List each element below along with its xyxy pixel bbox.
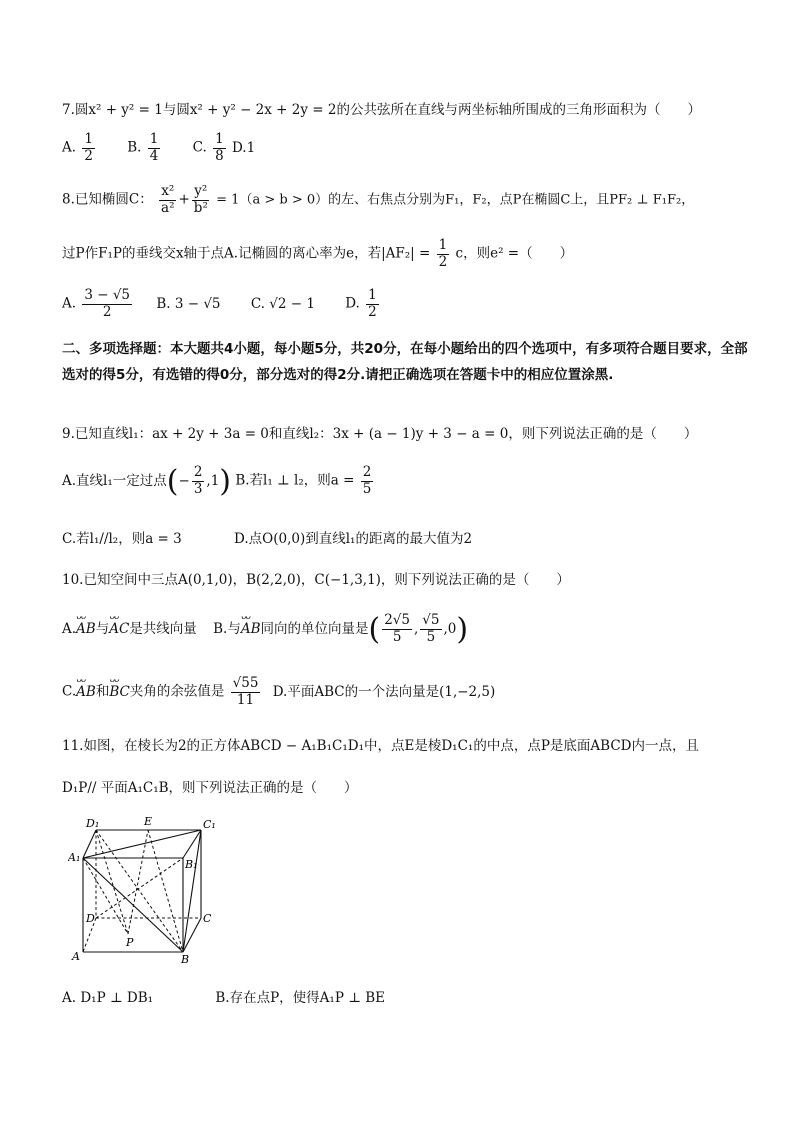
q8-x-num: x²: [161, 183, 175, 199]
q10-option-c: [62, 676, 262, 708]
q8-a-num: 3 − √5: [84, 287, 131, 303]
label-d: D: [86, 912, 95, 925]
q7-option-c: [193, 132, 228, 164]
q9-stem: 9.已知直线l₁：ax + 2y + 3a = 0和直线l₂：3x + (a − 1)y + 3 − a = 0，则下列说法正确的是（ ）: [62, 426, 698, 442]
q8-stem-line2: [62, 238, 754, 270]
q9-a-num: 2: [193, 464, 203, 481]
q9-option-c: C.若l₁//l₂，则a = 3: [62, 531, 182, 547]
edge-c1-b1: [183, 830, 201, 858]
cube-solid-edges: [83, 830, 201, 952]
line-e-b: [148, 830, 183, 952]
q9-a-open-paren: (: [166, 464, 179, 499]
q8-x-fraction: [159, 184, 176, 216]
q7-a-fraction: [82, 132, 95, 164]
q8-option-a: [62, 288, 134, 320]
q7-c-label: C.: [192, 139, 207, 156]
q10-c-mid: 和: [95, 683, 110, 700]
q8-options: [62, 288, 754, 320]
section-multiple-choice-heading: 二、多项选择题：本大题共4小题，每小题5分，共20分，在每小题给出的四个选项中，有多项符合题目要求，全部选对的得5分，有选错的得0分，部分选对的得2分.请把正确选项在答题卡中的相应位置涂黑.: [62, 341, 748, 383]
q9-option-a: [62, 464, 231, 499]
q11-option-a: A. D₁P ⊥ DB₁: [62, 990, 154, 1006]
q9-a-close-paren: ): [219, 464, 232, 499]
q8-plus: +: [178, 191, 190, 208]
q8-option-d: [345, 288, 381, 320]
q7-b-label: B.: [127, 139, 142, 156]
q10-c-post: 夹角的余弦值是: [129, 683, 225, 700]
q8-d-fraction: [366, 288, 379, 320]
q7-b-fraction: [148, 132, 161, 164]
q10-b-post: 同向的单位向量是: [260, 621, 369, 637]
q10-a-mid: 与: [95, 621, 110, 637]
q7-c-den: 8: [215, 147, 224, 164]
q10-a-post: 是共线向量: [129, 621, 197, 637]
q7-b-den: 4: [149, 147, 159, 164]
q9-b-text: B.若l₁ ⊥ l₂，则a =: [235, 473, 355, 489]
q8-option-c: C. √2 − 1: [250, 295, 315, 312]
q8-half-den: 2: [438, 253, 448, 270]
q9-b-num: 2: [362, 464, 372, 481]
q7-option-a: [62, 132, 97, 164]
q8-a-fraction: [82, 288, 132, 320]
q10-option-a: [62, 617, 197, 637]
q7-c-fraction: [213, 132, 226, 164]
q8-stem-2a: 过P作F₁P的垂线交x轴于点A.记椭圆的离心率为e，若|AF₂| =: [62, 245, 431, 262]
q9-option-b: [235, 465, 375, 497]
diag-c1-b: [183, 830, 201, 952]
q7-option-b: [127, 132, 162, 164]
q8-half-num: 1: [438, 237, 448, 253]
label-a: A: [72, 950, 80, 963]
q8-y-den: b²: [193, 199, 208, 216]
q11-stem-line1: 11.如图，在棱长为2的正方体ABCD − A₁B₁C₁D₁中，点E是棱D₁C₁的中点，点P是底面ABCD内一点，且: [62, 738, 699, 754]
q10-b-pre: B.与: [213, 621, 241, 637]
q7-b-num: 1: [149, 131, 159, 147]
line-d-b1: [96, 858, 183, 918]
q8-a-label: A.: [62, 295, 77, 312]
q7-option-d: D.1: [231, 139, 256, 156]
q7-stem: 7.圆x² + y² = 1与圆x² + y² − 2x + 2y = 2的公共弦所在直线与两坐标轴所围成的三角形面积为（ ）: [62, 102, 701, 118]
q8-stem-2b: c，则e² =（ ）: [455, 245, 574, 262]
label-a1: A₁: [68, 851, 81, 864]
q11-option-b: B.存在点P，使得A₁P ⊥ BE: [215, 990, 385, 1006]
q10-c-vector-ab: ᴗᴗ AB: [76, 684, 96, 700]
q9-a-text: A.直线l₁一定过点: [62, 473, 167, 489]
q10-b-vector-ab: ᴗᴗ AB: [241, 621, 261, 637]
q10-c-num: √55: [232, 675, 259, 691]
q10-options-cd: [62, 676, 754, 708]
q10-c-label: C.: [62, 683, 77, 700]
q9-b-fraction: [361, 465, 374, 497]
label-e: E: [144, 815, 153, 828]
q7-c-num: 1: [215, 131, 224, 147]
q10-c-den: 11: [236, 691, 255, 708]
label-b: B: [181, 953, 190, 964]
q10-a-vector-ac: ᴗᴗ AC: [109, 621, 129, 637]
q10-a-label: A.: [62, 621, 77, 637]
q10-c-fraction: [231, 676, 261, 708]
q8-half-fraction: [437, 238, 450, 270]
q10-b-fraction-1: [382, 613, 412, 645]
q7-options: [62, 132, 754, 164]
q10-stem: 10.已知空间中三点A(0,1,0)，B(2,2,0)，C(−1,3,1)，则下列说法正确的是（ ）: [62, 572, 570, 588]
q9-a-fraction: [192, 465, 205, 497]
q9-a-den: 3: [193, 481, 203, 497]
q8-d-den: 2: [368, 303, 377, 320]
q11-options-ab: [62, 986, 754, 1006]
q10-b-close-paren: ): [456, 612, 469, 647]
q8-d-label: D.: [345, 295, 360, 312]
q10-b-fraction-2: [420, 613, 441, 645]
q7-a-label: A.: [62, 139, 77, 156]
q9-a-post: ,1: [206, 473, 220, 489]
label-d1: D₁: [86, 817, 100, 830]
q10-option-b: B.与ᴗᴗ AB同向的单位向量是( $\frac{2√5}{5}$ , $\frac{√5}{5}$ ,0): [213, 612, 468, 647]
q10-b-den2: 5: [426, 629, 436, 645]
q10-option-d: D.平面ABC的一个法向量是(1,−2,5): [272, 683, 496, 700]
q11-stem-line2: D₁P// 平面A₁C₁B，则下列说法正确的是（ ）: [62, 780, 358, 796]
q8-a-den: 2: [102, 303, 112, 320]
label-p: P: [126, 936, 134, 949]
q8-option-b: B. 3 − √5: [156, 295, 221, 312]
q8-x-den: a²: [161, 199, 175, 216]
diag-a1-c1: [83, 830, 201, 858]
q7-a-num: 1: [84, 131, 93, 147]
q10-b-den1: 5: [392, 629, 402, 645]
cube-figure: [68, 814, 218, 964]
q8-stem-1a: 8.已知椭圆C：: [62, 191, 153, 208]
edge-d1-a1: [83, 830, 96, 858]
q9-a-minus: −: [178, 473, 190, 489]
line-d1-b: [96, 830, 183, 952]
q10-b-num2: √5: [422, 612, 440, 629]
q10-b-tail: ,0: [443, 621, 457, 637]
q9-option-d: D.点O(0,0)到直线l₁的距离的最大值为2: [234, 531, 473, 547]
q8-y-fraction: [192, 184, 210, 216]
label-c1: C₁: [203, 818, 216, 831]
line-d1-p: [96, 830, 128, 934]
q7-a-den: 2: [84, 147, 93, 164]
q10-b-open-paren: (: [368, 612, 381, 647]
q8-stem-line1: [62, 184, 754, 216]
q10-c-vector-bc: ᴗᴗ BC: [109, 684, 130, 700]
q9-options-ab: [62, 464, 754, 499]
label-b1: B₁: [185, 858, 198, 871]
q10-a-vector-ab: ᴗᴗ AB: [76, 621, 96, 637]
q8-d-num: 1: [368, 287, 377, 303]
q10-b-num1: 2√5: [384, 612, 410, 629]
q8-stem-1b: = 1（a > b > 0）的左、右焦点分别为F₁，F₂，点P在椭圆C上，且PF₂ ⊥ F₁F₂，: [216, 192, 695, 208]
q9-b-den: 5: [362, 481, 372, 497]
q9-options-cd: [62, 527, 754, 547]
q10-options-ab: [62, 612, 754, 647]
q8-y-num: y²: [194, 183, 208, 199]
label-c: C: [203, 912, 212, 925]
